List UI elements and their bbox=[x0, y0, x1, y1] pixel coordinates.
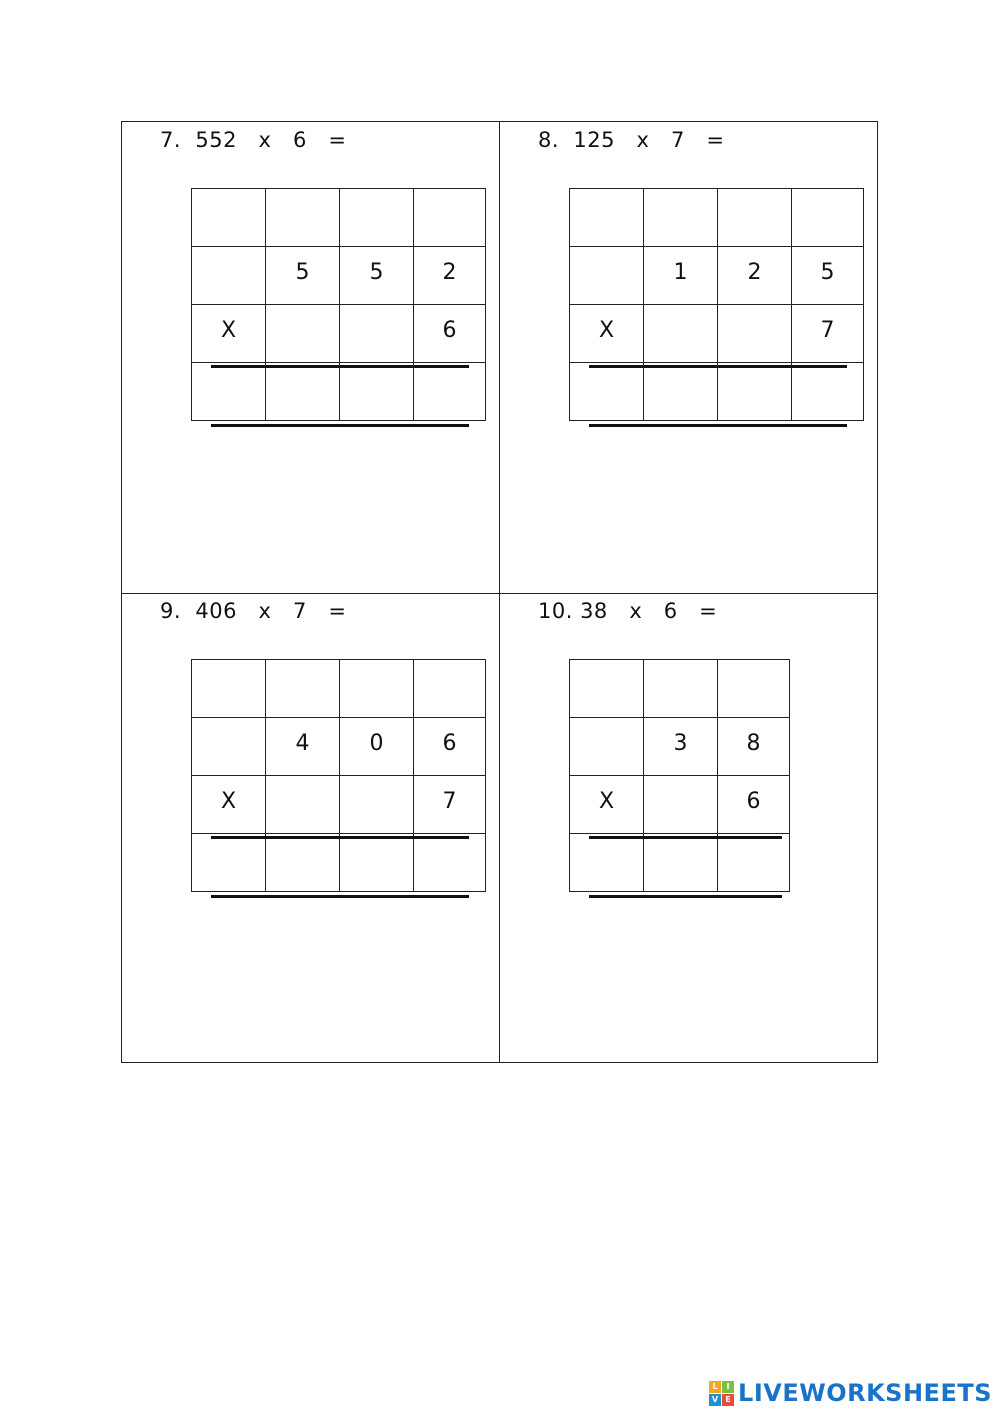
sum-line bbox=[589, 365, 847, 368]
grid-cell[interactable] bbox=[570, 189, 644, 247]
grid-cell: 1 bbox=[644, 247, 718, 305]
problem-9-grid bbox=[191, 659, 486, 892]
problem-8-label: 8. 125 x 7 = bbox=[538, 128, 725, 152]
answer-cell[interactable] bbox=[570, 363, 644, 421]
grid-cell bbox=[266, 776, 340, 834]
grid-cell bbox=[340, 776, 414, 834]
problem-8-grid bbox=[569, 188, 864, 421]
answer-cell[interactable] bbox=[718, 363, 792, 421]
grid-cell[interactable] bbox=[718, 660, 790, 718]
liveworksheets-logo bbox=[709, 1379, 992, 1407]
answer-cell[interactable] bbox=[192, 834, 266, 892]
grid-cell: 5 bbox=[792, 247, 864, 305]
grid-cell[interactable] bbox=[192, 189, 266, 247]
grid-cell[interactable] bbox=[192, 660, 266, 718]
answer-underline bbox=[589, 895, 782, 898]
grid-cell[interactable] bbox=[792, 189, 864, 247]
multiply-sign: X bbox=[192, 305, 266, 363]
sum-line bbox=[211, 836, 469, 839]
answer-underline bbox=[589, 424, 847, 427]
answer-cell[interactable] bbox=[718, 834, 790, 892]
grid-cell bbox=[192, 247, 266, 305]
grid-cell[interactable] bbox=[644, 660, 718, 718]
multiply-sign: X bbox=[570, 776, 644, 834]
grid-cell bbox=[340, 305, 414, 363]
problem-10-grid bbox=[569, 659, 790, 892]
grid-cell: 8 bbox=[718, 718, 790, 776]
answer-cell[interactable] bbox=[266, 363, 340, 421]
grid-cell: 7 bbox=[792, 305, 864, 363]
grid-cell[interactable] bbox=[718, 189, 792, 247]
multiply-sign: X bbox=[570, 305, 644, 363]
answer-underline bbox=[211, 424, 469, 427]
problem-9 bbox=[122, 594, 499, 1063]
answer-cell[interactable] bbox=[414, 834, 486, 892]
grid-cell: 6 bbox=[414, 718, 486, 776]
brand-name: LIVEWORKSHEETS bbox=[738, 1379, 992, 1407]
grid-cell: 7 bbox=[414, 776, 486, 834]
problem-9-label: 9. 406 x 7 = bbox=[160, 599, 347, 623]
answer-cell[interactable] bbox=[266, 834, 340, 892]
answer-cell[interactable] bbox=[570, 834, 644, 892]
worksheet-panel bbox=[121, 121, 878, 1063]
answer-underline bbox=[211, 895, 469, 898]
problem-7-label: 7. 552 x 6 = bbox=[160, 128, 347, 152]
grid-cell: 6 bbox=[718, 776, 790, 834]
answer-cell[interactable] bbox=[792, 363, 864, 421]
problem-7-grid bbox=[191, 188, 486, 421]
sum-line bbox=[589, 836, 782, 839]
grid-cell bbox=[644, 776, 718, 834]
grid-cell bbox=[192, 718, 266, 776]
grid-cell[interactable] bbox=[266, 189, 340, 247]
answer-cell[interactable] bbox=[414, 363, 486, 421]
brand-icon-tile: I bbox=[722, 1381, 734, 1393]
grid-cell[interactable] bbox=[414, 660, 486, 718]
answer-cell[interactable] bbox=[340, 363, 414, 421]
problem-7 bbox=[122, 122, 499, 593]
brand-icon-tile: V bbox=[709, 1394, 721, 1406]
grid-cell: 2 bbox=[414, 247, 486, 305]
grid-cell bbox=[644, 305, 718, 363]
grid-cell bbox=[718, 305, 792, 363]
grid-cell: 4 bbox=[266, 718, 340, 776]
answer-cell[interactable] bbox=[340, 834, 414, 892]
grid-cell: 5 bbox=[340, 247, 414, 305]
answer-cell[interactable] bbox=[192, 363, 266, 421]
grid-cell[interactable] bbox=[340, 660, 414, 718]
brand-icon-tile: L bbox=[709, 1381, 721, 1393]
grid-cell[interactable] bbox=[340, 189, 414, 247]
grid-cell[interactable] bbox=[644, 189, 718, 247]
multiply-sign: X bbox=[192, 776, 266, 834]
problem-8 bbox=[500, 122, 878, 593]
grid-cell: 0 bbox=[340, 718, 414, 776]
problem-10 bbox=[500, 594, 878, 1063]
grid-cell[interactable] bbox=[570, 660, 644, 718]
grid-cell bbox=[570, 718, 644, 776]
sum-line bbox=[211, 365, 469, 368]
brand-icon bbox=[709, 1381, 734, 1406]
answer-cell[interactable] bbox=[644, 834, 718, 892]
problem-10-label: 10. 38 x 6 = bbox=[538, 599, 718, 623]
grid-cell[interactable] bbox=[414, 189, 486, 247]
answer-cell[interactable] bbox=[644, 363, 718, 421]
grid-cell: 6 bbox=[414, 305, 486, 363]
brand-icon-tile: E bbox=[722, 1394, 734, 1406]
grid-cell: 5 bbox=[266, 247, 340, 305]
grid-cell: 3 bbox=[644, 718, 718, 776]
grid-cell: 2 bbox=[718, 247, 792, 305]
grid-cell bbox=[266, 305, 340, 363]
grid-cell[interactable] bbox=[266, 660, 340, 718]
grid-cell bbox=[570, 247, 644, 305]
